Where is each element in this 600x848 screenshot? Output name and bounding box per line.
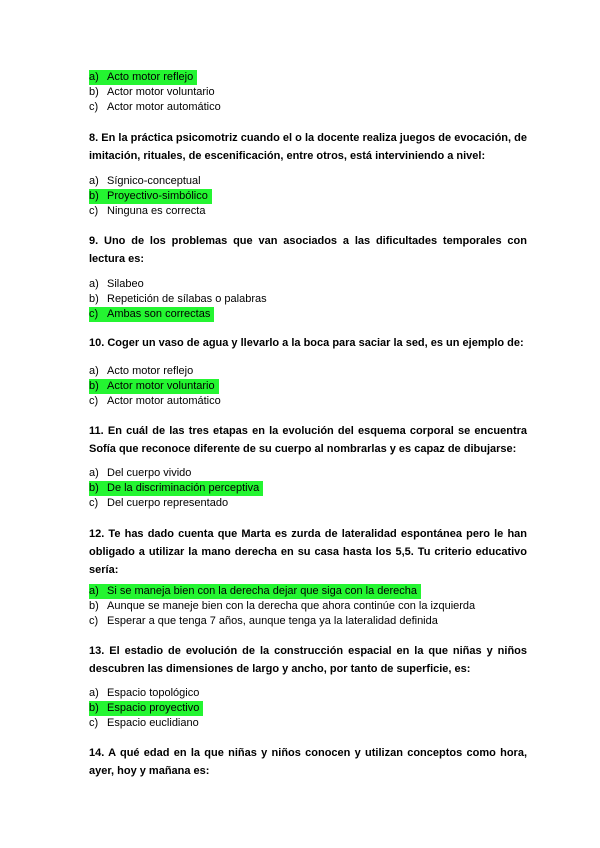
- option-c: [89, 100, 529, 115]
- option-text: Repetición de sílabas o palabras: [107, 293, 267, 305]
- option-c: [89, 394, 529, 409]
- question-9: 9. Uno de los problemas que van asociados a las dificultades temporales con lectura es:: [89, 235, 527, 265]
- question-12: 12. Te has dado cuenta que Marta es zurda de lateralidad espontánea pero le han obligado a utilizar la mano derecha en su casa hasta los 5,5. Tu criterio educativo sería:: [89, 528, 527, 576]
- option-letter: a): [89, 175, 99, 187]
- option-letter: c): [89, 205, 99, 217]
- option-letter: a): [89, 278, 99, 290]
- option-letter: c): [89, 395, 99, 407]
- option-list: [89, 466, 529, 511]
- question-13: 13. El estadio de evolución de la construcción espacial en la que niñas y niños descubren las dimensiones de largo y ancho, por tanto de superficie, es:: [89, 645, 527, 675]
- option-b: [89, 379, 219, 394]
- option-list: [89, 364, 529, 409]
- question-11: 11. En cuál de las tres etapas en la evolución del esquema corporal se encuentra Sofía que reconoce diferente de su cuerpo al nombrarlas y es capaz de dibujarse:: [89, 425, 527, 455]
- option-list: [89, 277, 529, 322]
- option-a: [89, 466, 529, 481]
- option-text: Actor motor automático: [107, 395, 221, 407]
- option-text: Acto motor reflejo: [107, 365, 194, 377]
- option-text: Aunque se maneje bien con la derecha que ahora continúe con la izquierda: [107, 600, 476, 612]
- option-text: Del cuerpo representado: [107, 497, 229, 509]
- option-text: Esperar a que tenga 7 años, aunque tenga ya la lateralidad definida: [107, 615, 438, 627]
- option-list: [89, 70, 529, 115]
- option-text: Silabeo: [107, 278, 144, 290]
- option-b: [89, 292, 529, 307]
- option-b: [89, 481, 263, 496]
- option-text: Proyectivo-simbólico: [107, 190, 208, 202]
- option-c: [89, 614, 529, 629]
- option-list: [89, 686, 529, 731]
- option-text: Actor motor automático: [107, 101, 221, 113]
- option-text: Espacio euclidiano: [107, 717, 199, 729]
- option-letter: b): [89, 600, 99, 612]
- option-letter: b): [89, 482, 99, 494]
- option-c: [89, 716, 529, 731]
- option-letter: a): [89, 687, 99, 699]
- option-text: De la discriminación perceptiva: [107, 482, 260, 494]
- option-text: Del cuerpo vivido: [107, 467, 192, 479]
- option-b: [89, 701, 203, 716]
- option-letter: b): [89, 86, 99, 98]
- question-8: 8. En la práctica psicomotriz cuando el o la docente realiza juegos de evocación, de imitación, rituales, de escenificación, entre otros, está interviniendo a nivel:: [89, 132, 527, 162]
- option-letter: a): [89, 467, 99, 479]
- option-c: [89, 307, 214, 322]
- option-text: Ninguna es correcta: [107, 205, 206, 217]
- option-letter: b): [89, 293, 99, 305]
- option-letter: b): [89, 380, 99, 392]
- option-c: [89, 204, 529, 219]
- option-b: [89, 599, 529, 614]
- option-a: [89, 70, 197, 85]
- option-letter: c): [89, 717, 99, 729]
- option-text: Actor motor voluntario: [107, 380, 215, 392]
- option-text: Si se maneja bien con la derecha dejar que siga con la derecha: [107, 585, 418, 597]
- option-a: [89, 584, 421, 599]
- option-text: Sígnico-conceptual: [107, 175, 201, 187]
- option-letter: a): [89, 585, 99, 597]
- option-text: Espacio proyectivo: [107, 702, 200, 714]
- option-b: [89, 85, 529, 100]
- option-letter: c): [89, 308, 99, 320]
- option-a: [89, 686, 529, 701]
- option-letter: c): [89, 101, 99, 113]
- option-text: Acto motor reflejo: [107, 71, 194, 83]
- option-a: [89, 174, 529, 189]
- option-list: [89, 174, 529, 219]
- option-letter: b): [89, 190, 99, 202]
- option-letter: c): [89, 497, 99, 509]
- option-letter: b): [89, 702, 99, 714]
- option-text: Ambas son correctas: [107, 308, 211, 320]
- option-a: [89, 364, 529, 379]
- question-14: 14. A qué edad en la que niñas y niños conocen y utilizan conceptos como hora, ayer, hoy y mañana es:: [89, 747, 527, 777]
- option-letter: a): [89, 71, 99, 83]
- option-b: [89, 189, 212, 204]
- option-c: [89, 496, 529, 511]
- option-text: Actor motor voluntario: [107, 86, 215, 98]
- option-list: [89, 584, 529, 629]
- option-text: Espacio topológico: [107, 687, 200, 699]
- option-a: [89, 277, 529, 292]
- option-letter: a): [89, 365, 99, 377]
- question-10: 10. Coger un vaso de agua y llevarlo a la boca para saciar la sed, es un ejemplo de:: [89, 337, 524, 349]
- option-letter: c): [89, 615, 99, 627]
